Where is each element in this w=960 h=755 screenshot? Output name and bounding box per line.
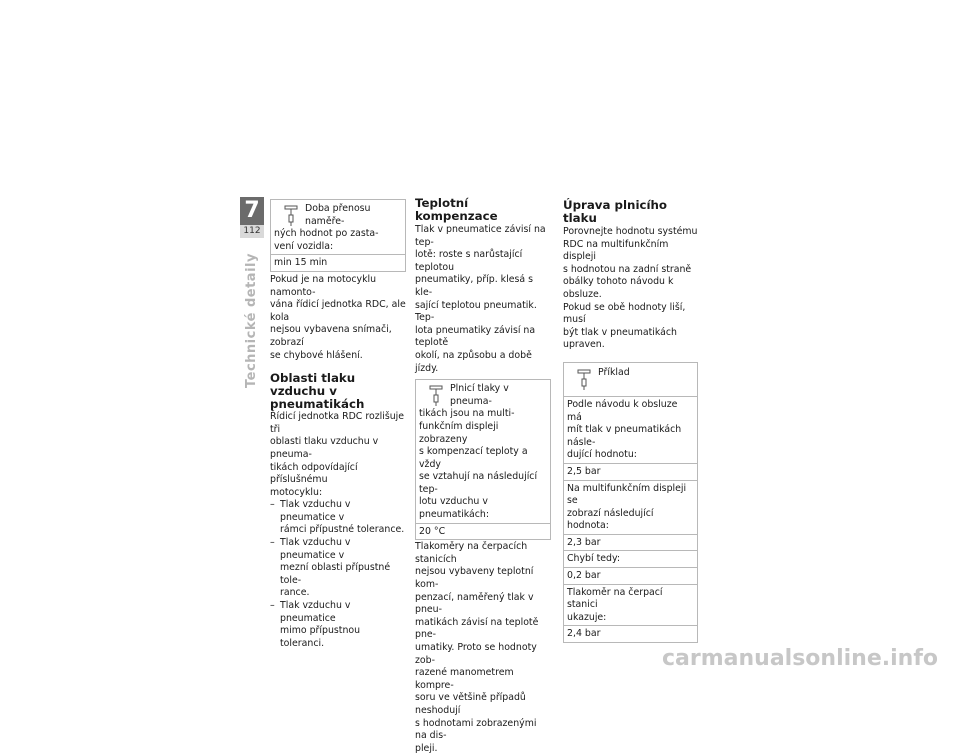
note-box-temperature [415,379,551,540]
line: vána řídicí jednotka RDC, ale kola [270,299,406,323]
note-line: ných hodnot po zasta- [274,228,379,240]
example-value-row: 0,2 bar [564,567,697,584]
example-row: Chybí tedy: [564,550,697,567]
line: umatiky. Proto se hodnoty zob- [415,642,537,666]
line: dující hodnotu: [567,449,637,461]
example-row [564,396,697,463]
example-header [564,363,697,396]
paragraph [415,541,551,755]
line: mimo přípustnou toleranci. [280,625,361,649]
list-dash: – [270,537,275,549]
example-table [563,362,698,643]
line: Tlak vzduchu v pneumatice v [280,499,351,523]
line: motocyklu: [270,486,323,498]
list-dash: – [270,600,275,612]
line: nejsou vybavena snímači, zobrazí [270,324,392,348]
line: lotě: roste s narůstající teplotou [415,249,523,273]
list-dash: – [270,499,275,511]
line: Na multifunkčním displeji se [567,482,687,507]
example-value-row: 2,4 bar [564,625,697,642]
list-item [270,499,406,537]
line: rámci přípustné tolerance. [280,524,405,536]
line: nejsou vybaveny teplotní kom- [415,566,534,591]
line: zobrazí následující hodnota: [567,507,654,532]
column-1 [270,199,406,650]
line: tikách odpovídající příslušnému [270,461,358,486]
heading-line: pneumatikách [270,397,365,412]
line: pleji. [415,742,438,754]
line: Tlakoměry na čerpacích stanicích [415,541,528,565]
paragraph [415,224,551,375]
heading-line: Oblasti tlaku vzduchu v [270,371,356,399]
line: být tlak v pneumatikách upraven. [563,326,677,351]
chapter-side-title: Technické detaily [244,253,259,388]
line: ukazuje: [567,611,607,623]
note-line: se vztahují na následující tep- [419,471,538,495]
paragraph [270,411,406,499]
line: soru ve většině případů neshodují [415,692,526,716]
note-box-transfer-time [270,199,406,272]
section-heading: Teplotní kompenzace [415,196,498,223]
page-number: 112 [240,225,264,238]
note-icon [283,205,299,227]
line: Pokud se obě hodnoty liší, musí [563,301,686,326]
line: Podle návodu k obsluze má [567,398,678,423]
note-line: Plnicí tlaky v pneuma- [450,383,509,407]
note-line: funkčním displeji zobrazeny [419,420,499,445]
line: obálky tohoto návodu k obsluze. [563,276,674,300]
line: Tlak vzduchu v pneumatice [280,600,351,624]
note-line: s kompenzací teploty a vždy [419,446,528,470]
line: Porovnejte hodnotu systému [563,226,698,237]
example-row [564,480,697,534]
note-text-cell [271,200,405,254]
watermark: carmanualsonline.info [662,646,938,671]
line: okolí, na způsobu a době jízdy. [415,349,532,374]
note-icon [428,385,444,407]
note-line: lotu vzduchu v pneumatikách: [419,496,490,521]
line: rance. [280,587,310,599]
line: mezní oblasti přípustné tole- [280,562,391,586]
line: s hodnotou na zadní straně [563,263,692,275]
note-value: 20 °C [416,523,550,540]
line: Tlakoměr na čerpací stanici [567,586,663,611]
example-row [564,584,697,626]
line: s hodnotami zobrazenými na dis- [415,717,537,742]
example-label: Příklad [598,366,630,378]
line: RDC na multifunkčním displeji [563,238,669,263]
section-heading [270,372,406,411]
paragraph [270,274,406,362]
note-line: vení vozidla: [274,240,334,252]
paragraph [563,226,698,352]
line: razené manometrem kompre- [415,667,514,691]
line: mít tlak v pneumatikách násle- [567,424,682,448]
example-value-row: 2,5 bar [564,463,697,480]
note-icon [576,369,592,391]
column-2 [415,197,551,755]
pressure-range-list [270,499,406,650]
list-item [270,537,406,600]
line: matikách závisí na teplotě pne- [415,616,539,641]
line: oblasti tlaku vzduchu v pneuma- [270,436,379,460]
line: Pokud je na motocyklu namonto- [270,273,377,298]
note-line: tikách jsou na multi- [419,408,515,420]
section-heading: Úprava plnicího tlaku [563,198,668,225]
list-item [270,600,406,650]
line: Tlak v pneumatice závisí na tep- [415,224,546,248]
line: Tlak vzduchu v pneumatice v [280,537,351,561]
note-line: Doba přenosu naměře- [305,203,371,227]
line: se chybové hlášení. [270,349,363,361]
column-3 [563,199,698,643]
line: Řídicí jednotka RDC rozlišuje tři [270,411,405,435]
line: penzací, naměřený tlak v pneu- [415,591,534,616]
line: sající teplotou pneumatik. Tep- [415,299,537,324]
note-text-cell [416,380,550,523]
example-value-row: 2,3 bar [564,534,697,551]
line: pneumatiky, příp. klesá s kle- [415,274,533,298]
line: lota pneumatiky závisí na teplotě [415,324,536,349]
chapter-number: 7 [240,197,264,225]
note-value: min 15 min [271,254,405,271]
